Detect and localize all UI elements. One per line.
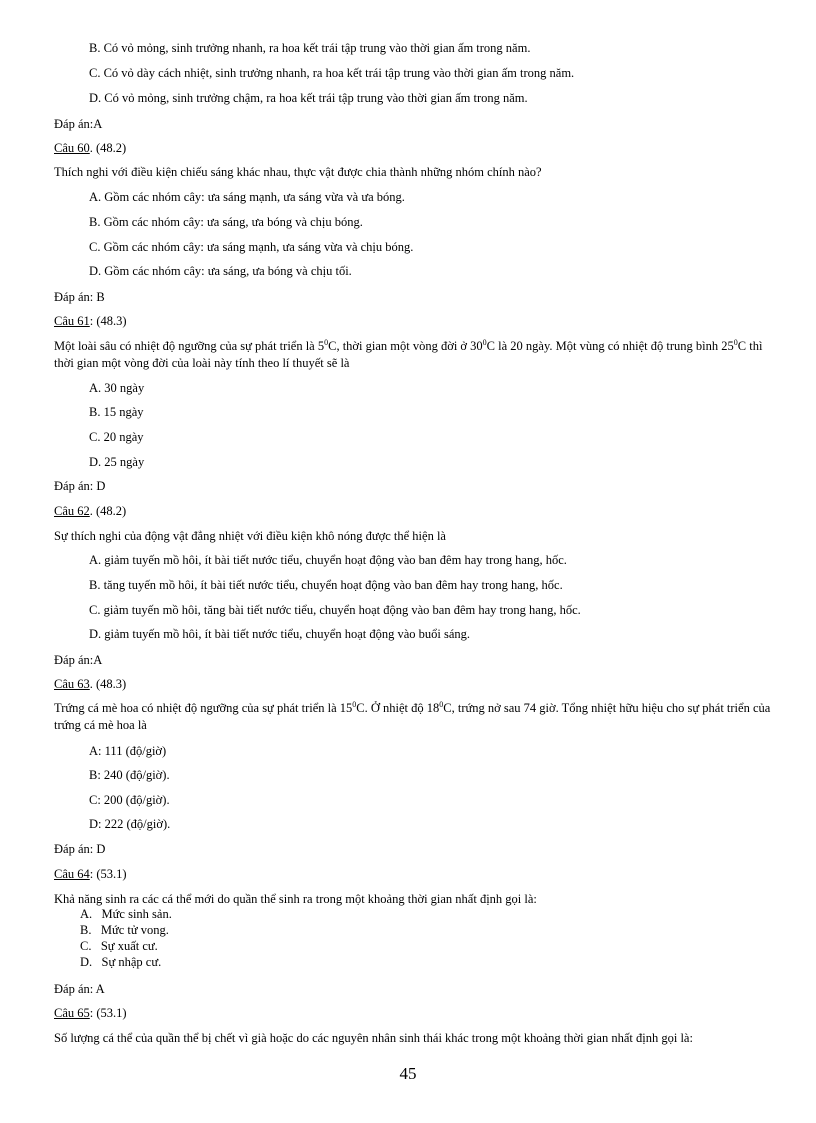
q64-option-c: C. Sự xuất cư. xyxy=(80,939,158,953)
q59-option-b: B. Có vỏ mỏng, sinh trưởng nhanh, ra hoa kết trái tập trung vào thời gian ấm trong năm. xyxy=(89,41,531,55)
q60-option-d: D. Gồm các nhóm cây: ưa sáng, ưa bóng và chịu tối. xyxy=(89,264,352,278)
q62-heading xyxy=(54,503,126,519)
q65-question: Số lượng cá thể của quần thể bị chết vì già hoặc do các nguyên nhân sinh thái khác trong một khoảng thời gian nhất định gọi là: xyxy=(54,1031,693,1045)
q59-option-c: C. Có vỏ dày cách nhiệt, sinh trưởng nhanh, ra hoa kết trái tập trung vào thời gian ấm trong năm. xyxy=(89,66,575,80)
q62-option-b: B. tăng tuyến mồ hôi, ít bài tiết nước tiểu, chuyển hoạt động vào ban đêm hay trong hang, hốc. xyxy=(89,578,563,592)
q65-label: Câu 65 xyxy=(54,1006,90,1020)
q61-option-d: D. 25 ngày xyxy=(89,455,145,469)
q62-question: Sự thích nghi của động vật đẳng nhiệt với điều kiện khô nóng được thể hiện là xyxy=(54,529,446,543)
q64-heading xyxy=(54,866,127,882)
q62-ref: . (48.2) xyxy=(89,504,127,518)
q61-ref: : (48.3) xyxy=(89,314,127,328)
q61-option-b: B. 15 ngày xyxy=(89,405,144,419)
q61-heading xyxy=(54,313,127,329)
q62-option-c: C. giảm tuyến mồ hôi, tăng bài tiết nước tiểu, chuyển hoạt động vào ban đêm hay trong hang, hốc. xyxy=(89,603,581,617)
q60-ref: . (48.2) xyxy=(89,141,127,155)
q63-option-b: B: 240 (độ/giờ). xyxy=(89,768,170,782)
q64-ref: : (53.1) xyxy=(89,867,127,881)
q63-heading xyxy=(54,676,126,692)
q65-heading xyxy=(54,1005,127,1021)
q63-option-a: A: 111 (độ/giờ) xyxy=(89,744,167,758)
q63-answer: Đáp án: D xyxy=(54,842,106,856)
q60-option-b: B. Gồm các nhóm cây: ưa sáng, ưa bóng và chịu bóng. xyxy=(89,215,363,229)
q63-ref: . (48.3) xyxy=(89,677,127,691)
q60-heading xyxy=(54,140,126,156)
q63-option-d: D: 222 (độ/giờ). xyxy=(89,817,171,831)
q60-question: Thích nghi với điều kiện chiếu sáng khác nhau, thực vật được chia thành những nhóm chính nào? xyxy=(54,165,542,179)
q61-option-c: C. 20 ngày xyxy=(89,430,144,444)
q60-option-c: C. Gồm các nhóm cây: ưa sáng mạnh, ưa sáng vừa và chịu bóng. xyxy=(89,240,414,254)
q62-option-a: A. giảm tuyến mồ hôi, ít bài tiết nước tiểu, chuyển hoạt động vào ban đêm hay trong hang, hốc. xyxy=(89,553,567,567)
q63-label: Câu 63 xyxy=(54,677,90,691)
q61-question: Một loài sâu có nhiệt độ ngưỡng của sự phát triển là $5^0C$, thời gian một vòng đời ở $30^0C$ là 20 ngày. Một vùng có nhiệt độ trung bình $25^0C$ thì thời gian một vòng đời của loài này tính theo lí thuyết sẽ là xyxy=(54,337,763,370)
q64-option-d: D. Sự nhập cư. xyxy=(80,955,162,969)
q59-answer: Đáp án:A xyxy=(54,117,103,131)
q63-question: Trứng cá mè hoa có nhiệt độ ngưỡng của sự phát triển là $15^0C$. Ở nhiệt độ $18^0C$, trứng nở sau 74 giờ. Tổng nhiệt hữu hiệu cho sự phát triển của trứng cá mè hoa là xyxy=(54,699,771,732)
q60-option-a: A. Gồm các nhóm cây: ưa sáng mạnh, ưa sáng vừa và ưa bóng. xyxy=(89,190,405,204)
q62-label: Câu 62 xyxy=(54,504,90,518)
q60-label: Câu 60 xyxy=(54,141,90,155)
q59-option-d: D. Có vỏ mỏng, sinh trưởng chậm, ra hoa kết trái tập trung vào thời gian ấm trong năm. xyxy=(89,91,528,105)
q60-answer: Đáp án: B xyxy=(54,290,105,304)
q64-option-a: A. Mức sinh sản. xyxy=(80,907,172,921)
q64-option-b: B. Mức tử vong. xyxy=(80,923,169,937)
q65-ref: : (53.1) xyxy=(89,1006,127,1020)
q64-answer: Đáp án: A xyxy=(54,982,105,996)
q61-answer: Đáp án: D xyxy=(54,479,106,493)
q63-option-c: C: 200 (độ/giờ). xyxy=(89,793,170,807)
q61-label: Câu 61 xyxy=(54,314,90,328)
q64-label: Câu 64 xyxy=(54,867,90,881)
q61-option-a: A. 30 ngày xyxy=(89,381,145,395)
q62-answer: Đáp án:A xyxy=(54,653,103,667)
q64-question: Khả năng sinh ra các cá thể mới do quần thể sinh ra trong một khoảng thời gian nhất định gọi là: xyxy=(54,892,537,906)
page-number: 45 xyxy=(399,1064,417,1083)
q62-option-d: D. giảm tuyến mồ hôi, ít bài tiết nước tiểu, chuyển hoạt động vào buổi sáng. xyxy=(89,627,471,641)
